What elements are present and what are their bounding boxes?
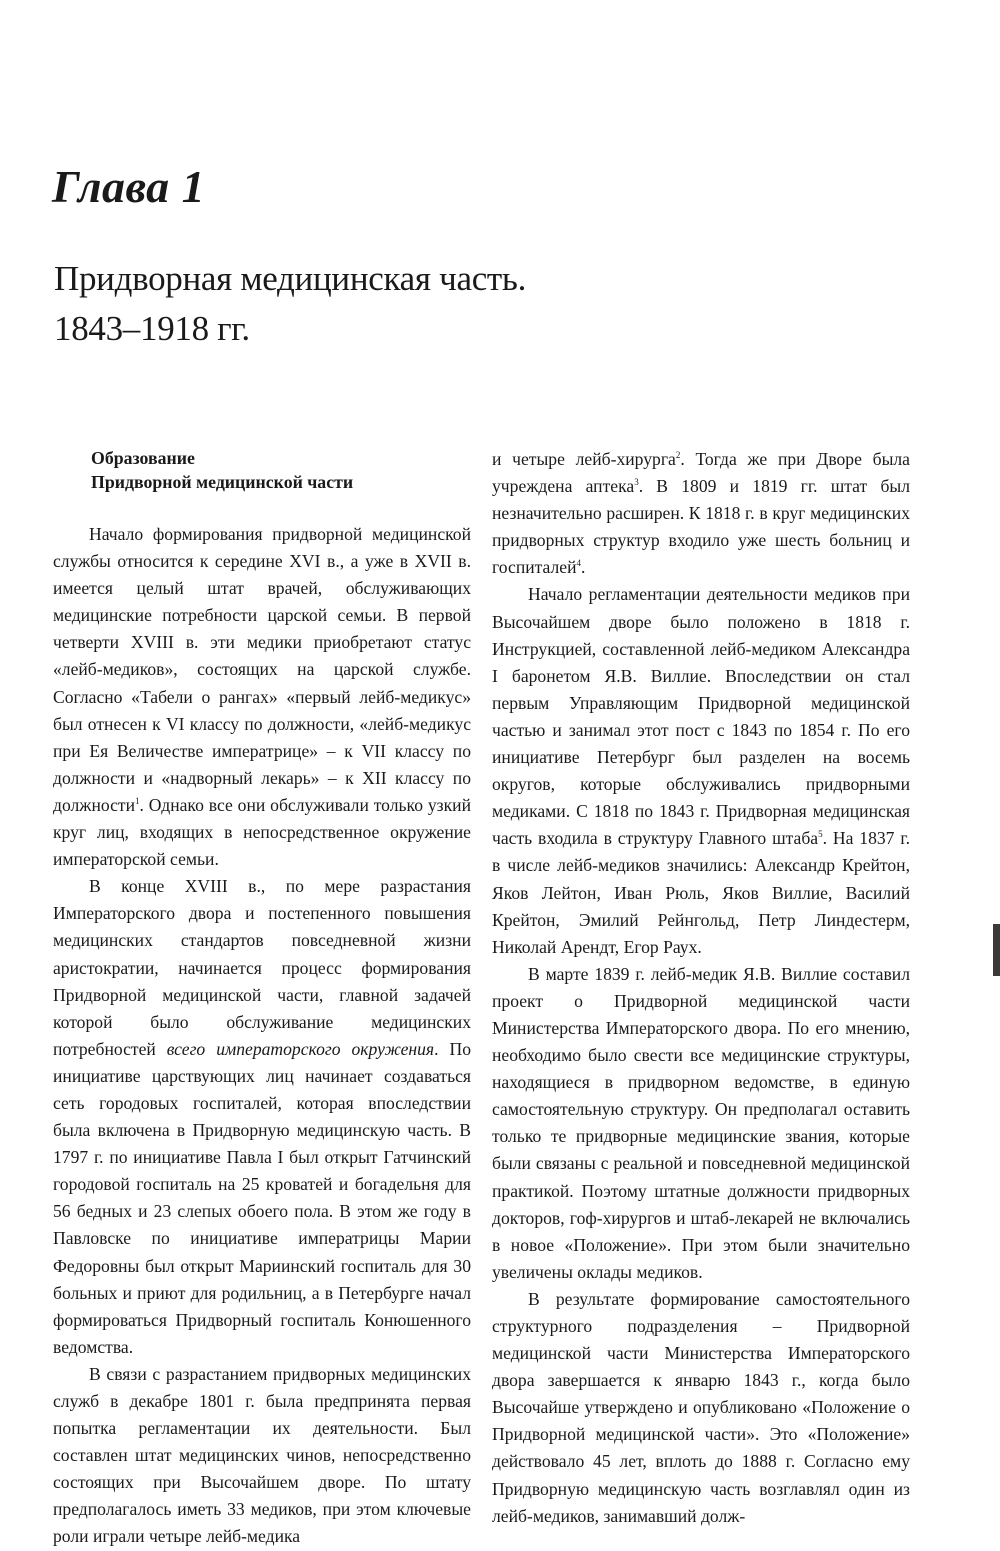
paragraph: В конце XVIII в., по мере разрастания Императорского двора и постепенного повышения медицинских стандартов повседневной жизни аристократии, начинается процесс формирования Придворной медицинской части, главной задачей которой было обслуживание медицинских потребностей всего императорского окружения. По инициативе царствующих лиц начинает создаваться сеть городовых госпиталей, которая впоследствии была включена в Придворную медицинскую часть. В 1797 г. по инициативе Павла I был открыт Гатчинский городовой госпиталь на 25 кроватей и богадельня для 56 бедных и 23 слепых обоего пола. В этом же году в Павловске по инициативе императрицы Марии Федоровны был открыт Мариинский госпиталь для 30 больных и приют для родильниц, а в Петербурге начал формироваться Придворный госпиталь Конюшенного ведомства. [53, 876, 471, 1357]
section-heading [53, 446, 471, 494]
emphasis: всего императорского окружения [166, 1038, 435, 1059]
right-column [492, 446, 910, 1530]
subtitle-line-1: Придворная медицинская часть. [54, 259, 527, 298]
footnote-ref: 2 [675, 450, 681, 460]
section-heading-line-1: Образование [91, 448, 195, 468]
page-edge-tab [993, 924, 1000, 976]
footnote-ref: 4 [576, 558, 582, 569]
paragraph-continued: и четыре лейб-хирурга$^2$. Тогда же при Дворе была учреждена аптека$^3$. В 1809 и 1819 гг. штат был незначительно расширен. К 1818 г. в круг медицинских придворных структур входило уже шесть больниц и госпиталей$^4$. [492, 449, 910, 578]
paragraph: В связи с разрастанием придворных медицинских служб в декабре 1801 г. была предпринята первая попытка регламентации их деятельности. Был составлен штат медицинских чинов, непосредственно состоящих при Высочайшем дворе. По штату предполагалось иметь 33 медиков, при этом ключевые роли играли четыре лейб-медика [53, 1363, 471, 1547]
footnote-ref: 3 [634, 477, 639, 488]
chapter-subtitle [54, 254, 526, 354]
paragraph: В результате формирование самостоятельного структурного подразделения – Придворной медицинской части Министерства Императорского двора завершается к январю 1843 г., когда было Высочайше утверждено и опубликовано «Положение о Придворной медицинской части». Это «Положение» действовало 45 лет, вплоть до 1888 г. Согласно ему Придворную медицинскую часть возглавлял один из лейб-медиков, занимавший долж- [492, 1288, 910, 1526]
section-heading-line-2: Придворной медицинской части [91, 472, 354, 492]
paragraph: В марте 1839 г. лейб-медик Я.В. Виллие составил проект о Придворной медицинской части Министерства Императорского двора. По его мнению, необходимо было свести все медицинские структуры, находящиеся в придворном ведомстве, в единую самостоятельную структуру. Он предполагал оставить только те придворные медицинские звания, которые были связаны с реальной и повседневной медицинской практикой. Поэтому штатные должности придворных докторов, гоф-хирургов и штаб-лекарей не включались в новое «Положение». При этом были значительно увеличены оклады медиков. [492, 963, 910, 1282]
footnote-ref: 1 [135, 795, 140, 806]
left-column [53, 446, 471, 1551]
footnote-ref: 5 [818, 829, 823, 840]
paragraph: Начало формирования придворной медицинской службы относится к середине XVI в., а уже в XVII в. имеется целый штат врачей, обслуживающих медицинские потребности царской семьи. В первой четверти XVIII в. эти медики приобретают статус «лейб-медиков», состоящих на царской службе. Согласно «Табели о рангах» «первый лейб-медикус» был отнесен к VI классу по должности, «лейб-медикус при Ея Величестве императрице» – к VII классу по должности и «надворный лекарь» – к XII классу по должности$^1$. Однако все они обслуживали только узкий круг лиц, входящих в непосредственное окружение императорской семьи. [53, 524, 471, 870]
paragraph: Начало регламентации деятельности медиков при Высочайшем дворе было положено в 1818 г. Инструкцией, составленной лейб-медиком Александра I баронетом Я.В. Виллие. Впоследствии он стал первым Управляющим Придворной медицинской частью и занимал этот пост с 1843 по 1854 г. По его инициативе Петербург был разделен на восемь округов, которые обслуживались придворными медиками. С 1818 по 1843 г. Придворная медицинская часть входила в структуру Главного штаба$^5$. На 1837 г. в числе лейб-медиков значились: Александр Крейтон, Яков Лейтон, Иван Рюль, Яков Виллие, Василий Крейтон, Эмилий Рейнгольд, Петр Линдестерм, Николай Арендт, Егор Раух. [492, 584, 910, 957]
chapter-title: Глава 1 [52, 161, 206, 212]
subtitle-line-2: 1843–1918 гг. [54, 309, 250, 348]
